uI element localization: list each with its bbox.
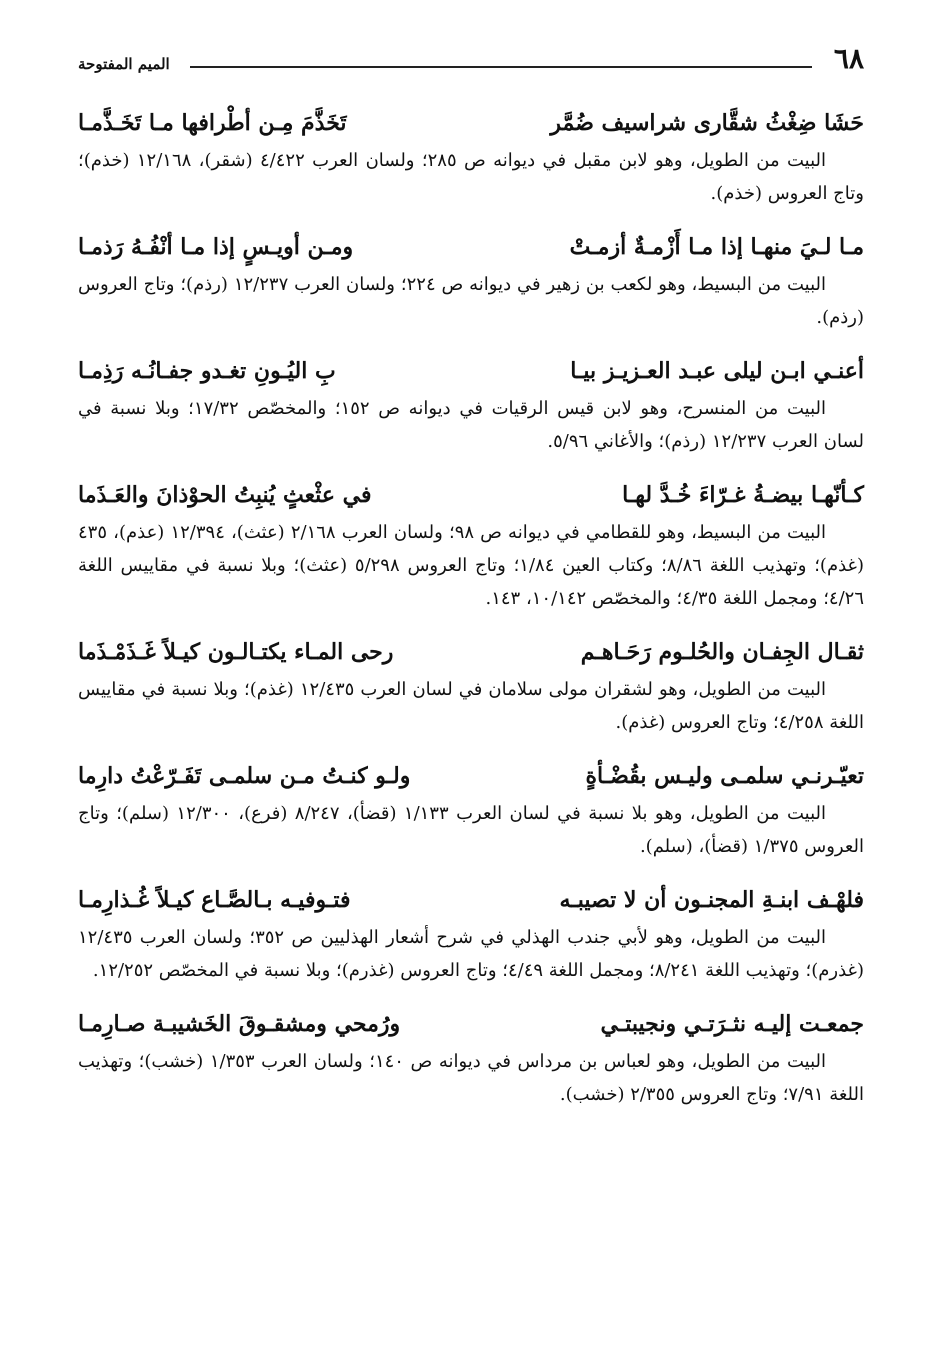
verse-commentary: البيت من البسيط، وهو لكعب بن زهير في ديوانه ص ٢٢٤؛ ولسان العرب ١٢/٢٣٧ (رذم)؛ وتاج العروس (رذم). <box>78 274 864 328</box>
verse-entry <box>78 228 864 334</box>
verse-line <box>78 104 864 142</box>
verse-second-hemistich: في عثْعثٍ يُنبِتُ الحوْذانَ والعَـذَما <box>78 482 372 508</box>
verse-commentary: البيت من المنسرح، وهو لابن قيس الرقيات في ديوانه ص ١٥٢؛ والمخصّص ١٧/٣٢؛ وبلا نسبة في لسان العرب ١٢/٢٣٧ (رذم)؛ والأغاني ٥/٩٦. <box>78 398 864 452</box>
verse-second-hemistich: ورُمحي ومشقـوقَ الخَشيبـة صـارِمـا <box>78 1011 401 1037</box>
verse-commentary: البيت من الطويل، وهو لشقران مولى سلامان في لسان العرب ١٢/٤٣٥ (غذم)؛ وبلا نسبة في مقاييس اللغة ٤/٢٥٨؛ وتاج العروس (غذم). <box>78 679 864 733</box>
book-page <box>78 42 864 1332</box>
verse-commentary: البيت من الطويل، وهو لابن مقبل في ديوانه ص ٢٨٥؛ ولسان العرب ٤/٤٢٢ (شقر)، ١٢/١٦٨ (خذم)؛ وتاج العروس (خذم). <box>78 150 864 204</box>
verse-second-hemistich: فتـوفيـه بـالصَّـاع كيـلاً غُـذارِمـا <box>78 887 351 913</box>
verse-first-hemistich: فلهْـف ابنـةِ المجنـون أن لا تصيبـه <box>559 887 864 913</box>
verse-first-hemistich: مـا لـيَ منهـا إذا مـا أَزْمـةٌ أزمـتْ <box>569 234 864 260</box>
verse-entry <box>78 1005 864 1111</box>
verse-entry <box>78 633 864 739</box>
verse-second-hemistich: بِ اليُـونِ تغـدو جفـانُـه رَذِمـا <box>78 358 336 384</box>
verse-first-hemistich: ثقـال الجِفـان والحُلـوم رَحَـاهـم <box>580 639 864 665</box>
verse-line <box>78 1005 864 1043</box>
verse-second-hemistich: ومـن أويـسٍ إذا مـا أنْفُـهُ رَذمـا <box>78 234 354 260</box>
verse-commentary: البيت من الطويل، وهو لعباس بن مرداس في ديوانه ص ١٤٠؛ ولسان العرب ١/٣٥٣ (خشب)؛ وتهذيب اللغة ٧/٩١؛ وتاج العروس ٢/٣٥٥ (خشب). <box>78 1051 864 1105</box>
verse-entry <box>78 757 864 863</box>
verse-first-hemistich: أعنـي ابـن ليلى عبـد العـزيـز بيـا <box>570 358 864 384</box>
verse-line <box>78 881 864 919</box>
header-rule <box>190 66 812 68</box>
verse-line <box>78 757 864 795</box>
page-header <box>78 42 864 86</box>
verse-line <box>78 352 864 390</box>
verse-entry <box>78 352 864 458</box>
verse-commentary: البيت من الطويل، وهو لأبي جندب الهذلي في شرح أشعار الهذليين ص ٣٥٢؛ ولسان العرب ١٢/٤٣٥ (غذرم)؛ وتهذيب اللغة ٨/٢٤١؛ ومجمل اللغة ٤/٤٩؛ وتاج العروس (غذرم)؛ وبلا نسبة في المخصّص ١٢/٢٥٢. <box>78 927 864 981</box>
verse-second-hemistich: تَخَذَّمَ مِـن أطْرافها مـا تَخَـذَّمـا <box>78 110 347 136</box>
running-title: الميم المفتوحة <box>78 55 170 73</box>
verse-second-hemistich: ولـو كنـتُ مـن سلمـى تَفَـرّعْتُ دارِما <box>78 763 411 789</box>
verse-first-hemistich: حَشَا ضِغْثُ شقَّارى شراسيف ضُمَّر <box>550 110 864 136</box>
verse-first-hemistich: تعيّـرنـي سلمـى وليـس بقُضْـأةٍ <box>585 763 864 789</box>
verse-first-hemistich: كـأنّهـا بيضـةُ غـرّاءَ خُـدَّ لهـا <box>622 482 864 508</box>
verse-entry <box>78 104 864 210</box>
verse-line <box>78 228 864 266</box>
verse-line <box>78 476 864 514</box>
verse-commentary: البيت من الطويل، وهو بلا نسبة في لسان العرب ١/١٣٣ (قضأ)، ٨/٢٤٧ (فرع)، ١٢/٣٠٠ (سلم)؛ وتاج العروس ١/٣٧٥ (قضأ)، (سلم). <box>78 803 864 857</box>
verse-entry <box>78 476 864 615</box>
verse-line <box>78 633 864 671</box>
verse-second-hemistich: رحى المـاء يكتـالـون كيـلاً غَـذَمْـذَما <box>78 639 394 665</box>
verse-commentary: البيت من البسيط، وهو للقطامي في ديوانه ص ٩٨؛ ولسان العرب ٢/١٦٨ (عثث)، ١٢/٣٩٤ (عذم)، ٤٣٥ (غذم)؛ وتهذيب اللغة ٨/٨٦؛ وكتاب العين ١/٨٤؛ وتاج العروس ٥/٢٩٨ (عثث)؛ وبلا نسبة في مقاييس اللغة ٤/٢٦؛ ومجمل اللغة ٤/٣٥؛ والمخصّص ١٠/١٤٢، ١٤٣. <box>78 522 864 609</box>
verse-first-hemistich: جمعـت إليـه نثـرَتـي ونجيبتـي <box>600 1011 864 1037</box>
page-number: ٦٨ <box>833 42 864 75</box>
verse-entry <box>78 881 864 987</box>
